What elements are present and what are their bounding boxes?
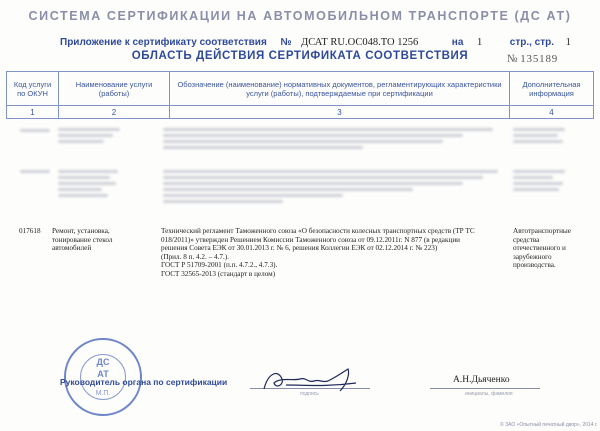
number-sign: № (280, 37, 292, 48)
handwritten-signature (256, 363, 366, 397)
copyright-notice: © ЗАО «Опытный печатный двор», 2014 г. (500, 422, 598, 428)
form-number-sign: № (507, 53, 518, 65)
certificate-number: ДСАТ RU.ОС048.ТО 1256 (301, 37, 419, 48)
col-num-4: 4 (510, 106, 594, 119)
info-line: отечественного и (513, 244, 566, 253)
page-label: стр., стр. (509, 37, 555, 48)
info-line: производства. (513, 261, 556, 270)
service-line: автомобилей (52, 244, 92, 253)
pages-total: 1 (476, 37, 483, 48)
col-code-header: Код услуги по ОКУН (7, 72, 59, 106)
service-line: тонирование стекол (52, 235, 113, 244)
scope-table-header (6, 71, 594, 119)
info-line: средства (513, 235, 540, 244)
col-num-3: 3 (170, 106, 510, 119)
document-line: ГОСТ Р 51709-2001 (п.п. 4.7.2., 4.7.3). (161, 261, 278, 270)
stamp-ds-text: ДС (96, 357, 110, 367)
page-current: 1 (565, 37, 571, 48)
col-service-header: Наименование услуги (работы) (59, 72, 170, 106)
appendix-line (60, 37, 571, 48)
col-num-1: 1 (7, 106, 59, 119)
scope-subtitle: ОБЛАСТЬ ДЕЙСТВИЯ СЕРТИФИКАТА СООТВЕТСТВИЯ (131, 50, 469, 62)
signature-label: Руководитель органа по сертификации (60, 377, 228, 387)
document-line: Технический регламент Таможенного союза «О безопасности колесных транспортных средств (ТР ТС (161, 227, 475, 235)
form-number (507, 53, 558, 65)
form-number-value: 135189 (520, 53, 559, 65)
document-line: 018/2011)» утвержден Решением Комиссии Таможенного союза от 09.12.2011г. N 877 (в редакции (161, 235, 461, 244)
document-line: решения Совета ЕЭК от 30.01.2013 г. № 6, решения Коллегии ЕЭК от 02.12.2014 г. № 223) (161, 244, 438, 253)
stamp-at-text: АТ (97, 369, 109, 379)
entry-service (52, 227, 112, 253)
service-line: Ремонт, установка, (52, 227, 110, 235)
info-line: зарубежного (513, 252, 552, 261)
col-num-2: 2 (59, 106, 170, 119)
appendix-label: Приложение к сертификату соответствия (60, 37, 267, 48)
entry-info (513, 227, 571, 270)
entry-code: 017618 (19, 227, 41, 235)
info-line: Автотранспортные (513, 227, 571, 235)
document-line: (Прил. 8 п. 4.2. – 4.7.). (161, 252, 229, 261)
name-caption: инициалы, фамилия (465, 391, 513, 397)
name-line (430, 388, 540, 389)
system-title: СИСТЕМА СЕРТИФИКАЦИИ НА АВТОМОБИЛЬНОМ ТРАНСПОРТЕ (ДС АТ) (28, 9, 572, 23)
signature-caption: подпись (300, 391, 319, 397)
document-line: ГОСТ 32565-2013 (стандарт в целом) (161, 269, 276, 278)
col-info-header: Дополнительная информация (510, 72, 594, 106)
on-label: на (451, 37, 464, 48)
signatory-name: А.Н.Дьяченко (453, 375, 510, 385)
col-documents-header: Обозначение (наименование) нормативных документов, регламентирующих характеристики услуги (работы), подтверждаемые при сертификации (170, 72, 510, 106)
entry-documents (161, 227, 506, 279)
stamp-mp-text: М.П. (95, 390, 111, 397)
